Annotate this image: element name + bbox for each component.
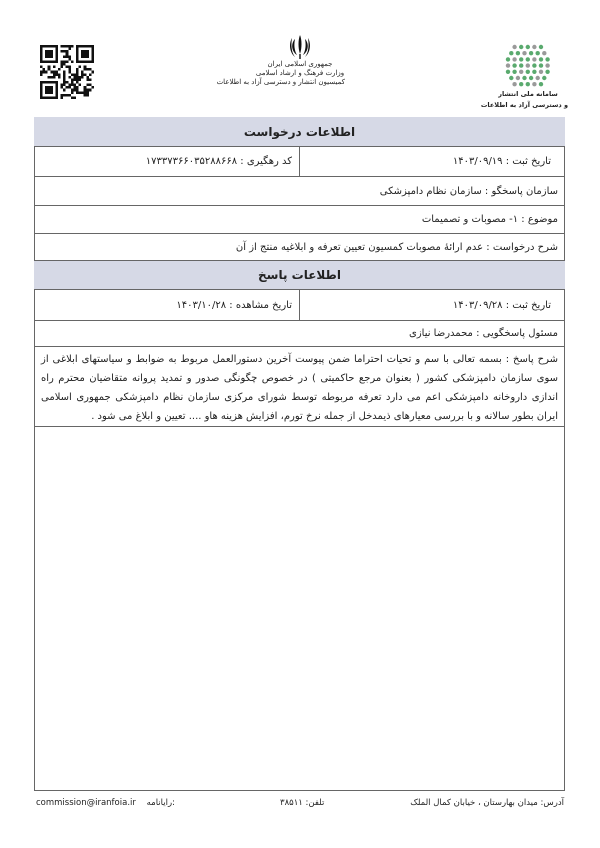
- emblem-line-2: وزارت فرهنگ و ارشاد اسلامی: [255, 69, 345, 77]
- response-section-title: اطلاعات پاسخ: [258, 268, 341, 282]
- request-dates-row: [34, 147, 565, 177]
- iran-emblem-icon: [289, 34, 311, 60]
- footer-address: آدرس: میدان بهارستان ، خیابان کمال الملک: [410, 798, 564, 808]
- responsible-person: مسئول پاسخگویی : محمدرضا نیازی: [34, 321, 565, 347]
- request-subject: موضوع : ۱- مصوبات و تصمیمات: [34, 206, 565, 234]
- qr-code: [40, 45, 94, 99]
- responder-org: سازمان پاسخگو : سازمان نظام دامپزشکی: [34, 177, 565, 206]
- response-view-date: تاریخ مشاهده : ۱۴۰۳/۱۰/۲۸: [41, 290, 300, 320]
- response-answer: شرح پاسخ : بسمه تعالی با سم و تحیات احتراما ضمن پیوست آخرین دستورالعمل مربوط به ضوابط و سیاستهای ابلاغی از سوی سازمان دامپزشکی کشور ( بعنوان مرجع حاکمیتی ) در خصوص چگونگی صدور و تمدید پروانه متقاضیان محترم راه اندازی داروخانه دامپزشکی اعم می دارد تعرفه مربوطه توسط شورای مرکزی سازمان نظام دامپزشکی جمهوری اسلامی ایران بطور سالانه و با بررسی معیارهای ذیمدخل از جمله نرخ تورم، افزایش هزینه هاو .... تعیین و ابلاغ می شود .: [34, 347, 565, 427]
- response-registration-date: تاریخ ثبت : ۱۴۰۳/۰۹/۲۸: [452, 300, 551, 311]
- response-dates-row: [34, 290, 565, 321]
- footer-email-group: [36, 798, 175, 808]
- request-description: شرح درخواست : عدم ارائهٔ مصوبات کمسیون تعیین تعرفه و ابلاغیه منتج از آن: [34, 234, 565, 261]
- emblem-line-1: جمهوری اسلامی ایران: [267, 60, 333, 68]
- tracking-code: کد رهگیری : ۱۷۳۳۷۳۶۶۰۳۵۲۸۸۶۶۸: [41, 147, 300, 176]
- ministry-emblem: [216, 34, 345, 104]
- request-registration-date: تاریخ ثبت : ۱۴۰۳/۰۹/۱۹: [452, 156, 551, 167]
- dots-logo-icon: [504, 44, 552, 88]
- request-section-header: [34, 117, 565, 147]
- request-section-title: اطلاعات درخواست: [243, 125, 356, 139]
- system-name-line2: و دسترسی آزاد به اطلاعات: [480, 101, 568, 109]
- system-logo: [480, 44, 568, 114]
- emblem-line-3: کمیسیون انتشار و دسترسی آزاد به اطلاعات: [216, 78, 345, 86]
- response-section-header: [34, 261, 565, 290]
- footer-email[interactable]: commission@iranfoia.ir: [36, 798, 136, 808]
- footer-phone: تلفن: ۳۸۵۱۱: [280, 798, 325, 808]
- footer-email-label: رایانامه:: [146, 798, 175, 808]
- system-name-line1: سامانه ملی انتشار: [498, 90, 558, 98]
